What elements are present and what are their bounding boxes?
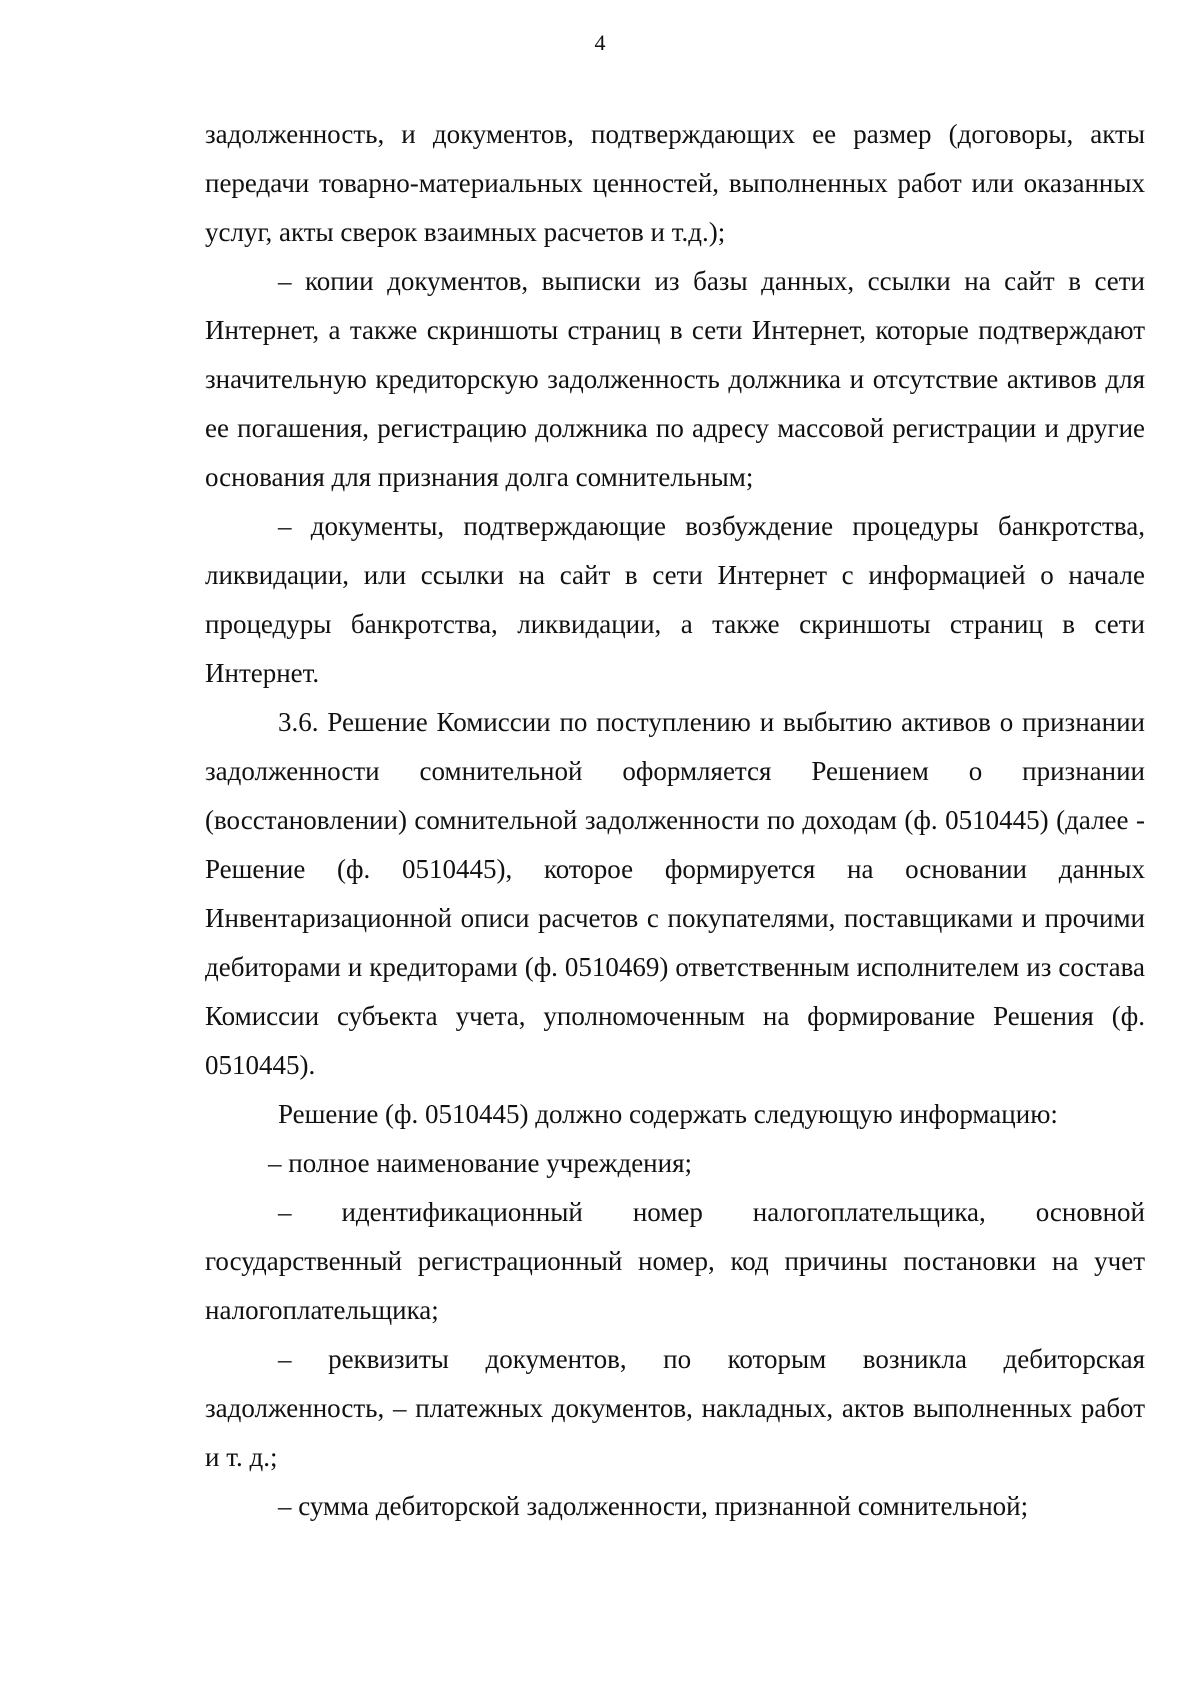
list-item-institution-name: – полное наименование учреждения; <box>268 1148 692 1178</box>
page-number: 4 <box>594 30 606 55</box>
document-body <box>205 110 1145 1531</box>
list-item-doubtful-debt-amount: – сумма дебиторской задолженности, признанной сомнительной; <box>278 1491 1029 1521</box>
paragraph-copies-of-documents: – копии документов, выписки из базы данных, ссылки на сайт в сети Интернет, а также скриншоты страниц в сети Интернет, которые подтверждают значительную кредиторскую задолженность должника и отсутствие активов для ее погашения, регистрацию должника по адресу массовой регистрации и другие основания для признания долга сомнительным; <box>205 266 1145 492</box>
paragraph-documents-continuation: задолженность, и документов, подтверждающих ее размер (договоры, акты передачи товарно-материальных ценностей, выполненных работ или оказанных услуг, акты сверок взаимных расчетов и т.д.); <box>205 119 1145 247</box>
paragraph-bankruptcy-documents: – документы, подтверждающие возбуждение процедуры банкротства, ликвидации, или ссылки на сайт в сети Интернет с информацией о начале процедуры банкротства, ликвидации, а также скриншоты страниц в сети Интернет. <box>205 511 1145 688</box>
paragraph-decision-contents-intro: Решение (ф. 0510445) должно содержать следующую информацию: <box>278 1099 1058 1129</box>
paragraph-section-3-6: 3.6. Решение Комиссии по поступлению и выбытию активов о признании задолженности сомнительной оформляется Решением о признании (восстановлении) сомнительной задолженности по доходам (ф. 0510445) (далее - Решение (ф. 0510445), которое формируется на основании данных Инвентаризационной описи расчетов с покупателями, поставщиками и прочими дебиторами и кредиторами (ф. 0510469) ответственным исполнителем из состава Комиссии субъекта учета, уполномоченным на формирование Решения (ф. 0510445). <box>205 707 1145 1080</box>
list-item-taxpayer-identifiers: – идентификационный номер налогоплательщика, основной государственный регистрационный номер, код причины постановки на учет налогоплательщика; <box>205 1197 1145 1325</box>
list-item-document-requisites: – реквизиты документов, по которым возникла дебиторская задолженность, – платежных документов, накладных, актов выполненных работ и т. д.; <box>205 1344 1145 1472</box>
